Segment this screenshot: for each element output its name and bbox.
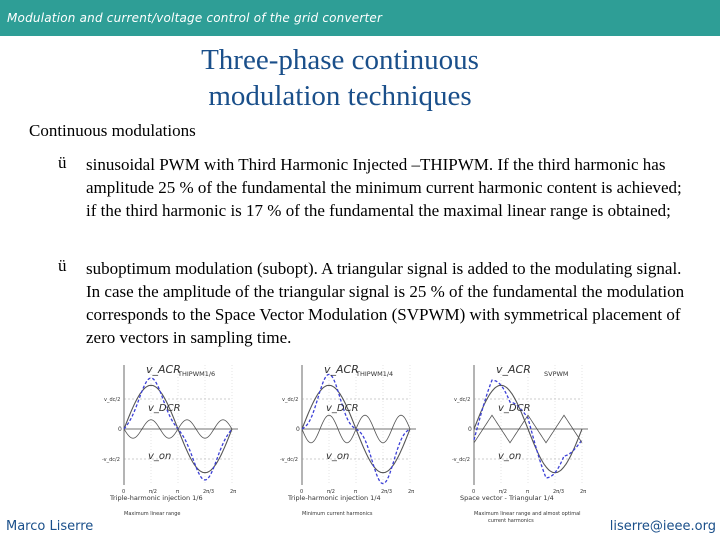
label-v-dcr: v_DCR (498, 403, 531, 414)
y-label-top: v_dc/2 (454, 397, 471, 403)
plot-thipwm-1-4 (280, 357, 440, 522)
y-label-bottom: -v_dc/2 (280, 457, 298, 463)
x-tick-label: 2π/3 (381, 489, 393, 495)
plot-subcaption: Maximum linear range and almost optimal (474, 511, 581, 517)
x-tick-label: 2π/3 (553, 489, 565, 495)
plot-svg (280, 357, 440, 522)
plot-svg (452, 357, 612, 522)
plot-svpwm (452, 357, 612, 522)
plot-tag: THIPWM1/4 (356, 370, 394, 378)
header-title: Modulation and current/voltage control of the grid converter (7, 11, 383, 25)
label-v-on: v_on (148, 451, 172, 462)
y-label-zero: 0 (296, 426, 300, 433)
x-tick-label: π/2 (499, 489, 507, 495)
bullet-text-subopt: suboptimum modulation (subopt). A triangular signal is added to the modulating signal. In case the amplitude of the triangular signal is 25 % of the fundamental the modulation corresponds to the Space Vector Modulation (SVPWM) with symmetrical placement of zero vectors in sampling time. (86, 259, 685, 347)
x-tick-label: 0 (472, 489, 476, 495)
plot-caption: Triple-harmonic injection 1/4 (288, 494, 381, 502)
slide-title (130, 42, 550, 114)
plot-subcaption: Minimum current harmonics (302, 511, 373, 517)
footer-author: Marco Liserre (6, 519, 94, 534)
x-tick-label: 0 (300, 489, 304, 495)
footer-email: liserre@ieee.org (609, 519, 716, 534)
y-label-bottom: -v_dc/2 (102, 457, 120, 463)
label-v-acr: v_ACR (496, 363, 531, 376)
y-label-top: v_dc/2 (104, 397, 121, 403)
plot-subcaption: Maximum linear range (124, 511, 181, 517)
y-label-bottom: -v_dc/2 (452, 457, 470, 463)
label-v-dcr: v_DCR (148, 403, 181, 414)
x-tick-label: 2π/3 (203, 489, 215, 495)
plot-caption: Triple-harmonic injection 1/6 (110, 494, 203, 502)
bullet-text-thipwm: sinusoidal PWM with Third Harmonic Injected –THIPWM. If the third harmonic has amplitude 25 % of the fundamental the minimum current harmonic content is achieved; if the third harmonic is 17 % of the fundamental the maximal linear range is obtained; (86, 155, 682, 220)
slide-title-line2: modulation techniques (208, 80, 472, 112)
x-tick-label: 2π (580, 489, 587, 495)
plot-subcaption-2: current harmonics (488, 518, 534, 522)
x-tick-label: π (176, 489, 180, 495)
x-tick-label: 0 (122, 489, 126, 495)
x-tick-label: 2π (408, 489, 415, 495)
x-tick-label: 2π (230, 489, 237, 495)
x-tick-label: π (354, 489, 358, 495)
label-v-on: v_on (498, 451, 522, 462)
slide-title-line1: Three-phase continuous (201, 44, 479, 76)
label-v-dcr: v_DCR (326, 403, 359, 414)
plot-thipwm-1-6 (102, 357, 262, 522)
label-v-on: v_on (326, 451, 350, 462)
y-label-zero: 0 (118, 426, 122, 433)
header-bar (0, 0, 720, 36)
x-tick-label: π/2 (149, 489, 157, 495)
section-heading: Continuous modulations (29, 121, 196, 140)
label-v-acr: v_ACR (146, 363, 181, 376)
plot-caption: Space vector - Triangular 1/4 (460, 494, 554, 502)
checkmark-icon: ü (58, 153, 67, 172)
y-label-top: v_dc/2 (282, 397, 299, 403)
checkmark-icon: ü (58, 256, 67, 275)
x-tick-label: π (526, 489, 530, 495)
plot-tag: THIPWM1/6 (178, 370, 216, 378)
x-tick-label: π/2 (327, 489, 335, 495)
y-label-zero: 0 (468, 426, 472, 433)
plot-svg (102, 357, 262, 522)
label-v-acr: v_ACR (324, 363, 359, 376)
plot-tag: SVPWM (544, 370, 569, 378)
